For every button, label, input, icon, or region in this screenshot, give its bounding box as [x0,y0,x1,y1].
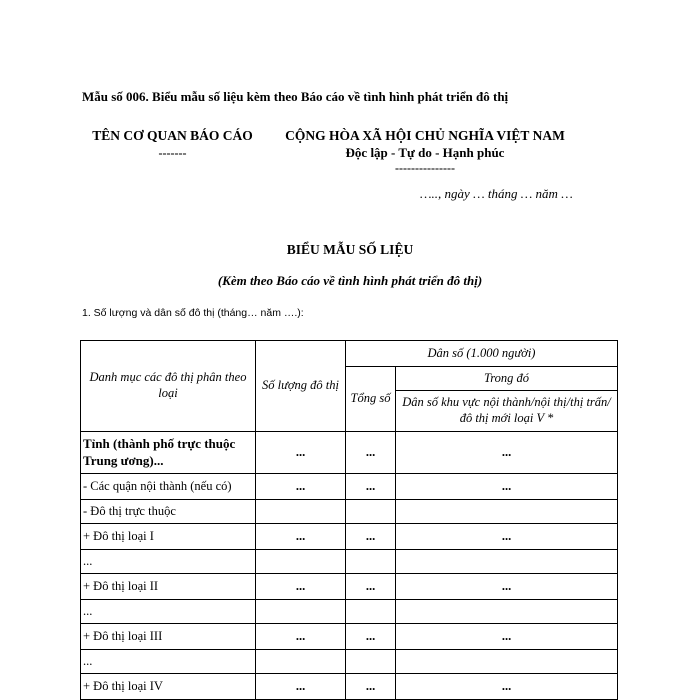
row-total-cell: ... [346,474,396,500]
form-subtitle: (Kèm theo Báo cáo về tình hình phát triển đô thị) [217,273,483,288]
table-body [81,432,618,700]
row-count-cell: ... [256,624,346,650]
row-total-cell: ... [346,524,396,550]
row-total-cell [346,550,396,574]
row-count-cell [256,500,346,524]
section-label: 1. Số lượng và dân số đô thị (tháng… năm ….): [82,307,304,319]
nation-name: CỘNG HÒA XÃ HỘI CHỦ NGHĨA VIỆT NAM [285,128,565,143]
row-total-cell [346,650,396,674]
row-total-cell: ... [346,432,396,474]
row-inner-population-cell: ... [396,624,618,650]
national-motto: Độc lập - Tự do - Hạnh phúc [345,145,505,160]
table-row [81,650,618,674]
row-total-cell: ... [346,574,396,600]
row-count-cell: ... [256,524,346,550]
row-label: ... [81,600,256,624]
population-table [80,340,618,700]
row-inner-population-cell: ... [396,432,618,474]
date-line: ….., ngày … tháng … năm … [420,186,573,201]
table-row [81,674,618,700]
row-total-cell [346,600,396,624]
row-label: - Đô thị trực thuộc [81,500,256,524]
row-inner-population-cell: ... [396,524,618,550]
row-inner-population-cell [396,650,618,674]
row-count-cell: ... [256,474,346,500]
table-row [81,524,618,550]
row-label: + Đô thị loại I [81,524,256,550]
row-inner-population-cell [396,600,618,624]
agency-name: TÊN CƠ QUAN BÁO CÁO [92,128,253,143]
row-count-cell [256,600,346,624]
row-count-cell [256,650,346,674]
table-row [81,624,618,650]
row-label: - Các quận nội thành (nếu có) [81,474,256,500]
row-count-cell: ... [256,432,346,474]
row-inner-population-cell: ... [396,674,618,700]
row-inner-population-cell [396,500,618,524]
table-row [81,432,618,474]
document-title: Mẫu số 006. Biểu mẫu số liệu kèm theo Báo cáo về tình hình phát triển đô thị [82,89,509,104]
table-row [81,600,618,624]
agency-divider: ------- [158,146,187,160]
motto-divider: --------------- [395,161,455,175]
table-row [81,574,618,600]
header-total: Tổng số [346,367,396,432]
header-population: Dân số (1.000 người) [346,341,618,367]
row-count-cell: ... [256,574,346,600]
row-label: ... [81,650,256,674]
table-row [81,474,618,500]
row-count-cell: ... [256,674,346,700]
row-label: ... [81,550,256,574]
header-of-which: Trong đó [396,367,618,391]
table-row [81,500,618,524]
row-total-cell: ... [346,624,396,650]
row-label: + Đô thị loại II [81,574,256,600]
row-total-cell: ... [346,674,396,700]
header-inner-population: Dân số khu vực nội thành/nội thị/thị trấn/đô thị mới loại V * [396,391,618,432]
row-inner-population-cell [396,550,618,574]
header-count: Số lượng đô thị [256,341,346,432]
header-category: Danh mục các đô thị phân theo loại [81,341,256,432]
row-inner-population-cell: ... [396,574,618,600]
row-inner-population-cell: ... [396,474,618,500]
row-label: + Đô thị loại III [81,624,256,650]
table-row [81,550,618,574]
row-total-cell [346,500,396,524]
row-count-cell [256,550,346,574]
form-title: BIỂU MẪU SỐ LIỆU [286,242,414,257]
row-label: + Đô thị loại IV [81,674,256,700]
row-label: Tỉnh (thành phố trực thuộc Trung ương)... [81,432,256,474]
